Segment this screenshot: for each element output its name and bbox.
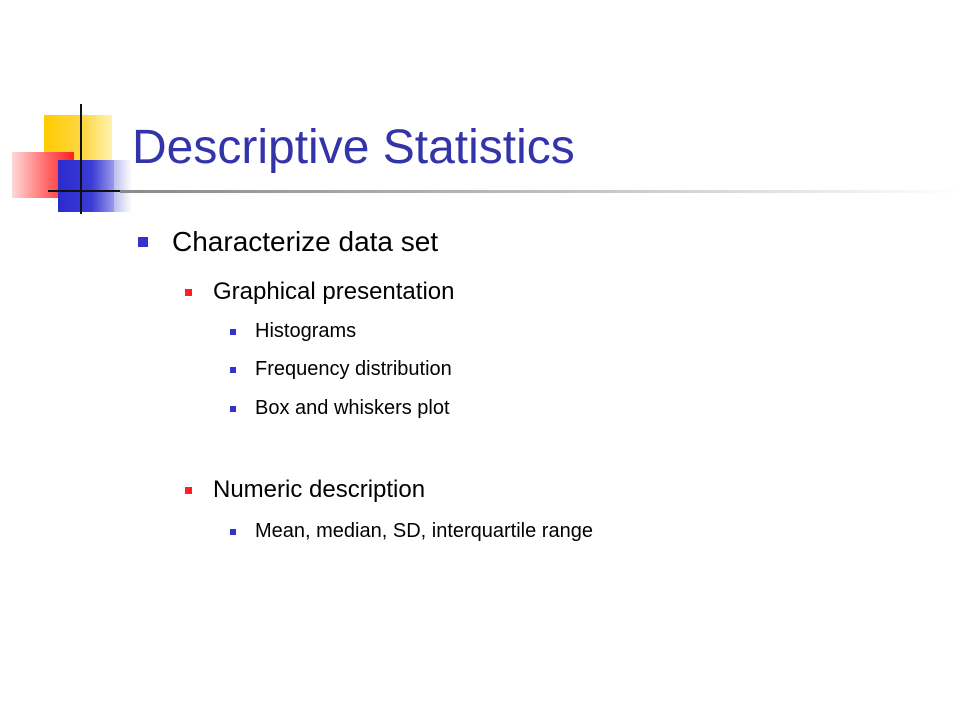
bullet-item-graphical [213,277,454,307]
bullet-item-histograms [255,318,356,344]
bullet-text: Numeric description [213,476,426,503]
bullet-square-icon [185,487,192,494]
bullet-item-mean [255,518,593,544]
slide-title: Descriptive Statistics [132,121,575,174]
bullet-text: Box and whiskers plot [255,397,450,419]
bullet-text: Frequency distribution [255,358,452,380]
bullet-square-icon [230,329,236,335]
bullet-text: Graphical presentation [213,278,455,305]
bullet-square-icon [185,289,192,296]
bullet-square-icon [230,529,236,535]
bullet-text: Mean, median, SD, interquartile range [255,520,593,542]
bullet-text: Characterize data set [172,226,439,257]
bullet-item-characterize [172,225,438,259]
bullet-square-icon [230,367,236,373]
bullet-text: Histograms [255,320,357,342]
bullet-item-frequency [255,356,452,382]
bullet-square-icon [138,237,148,247]
bullet-square-icon [230,406,236,412]
bullet-item-numeric [213,475,425,505]
bullet-item-box [255,395,450,421]
